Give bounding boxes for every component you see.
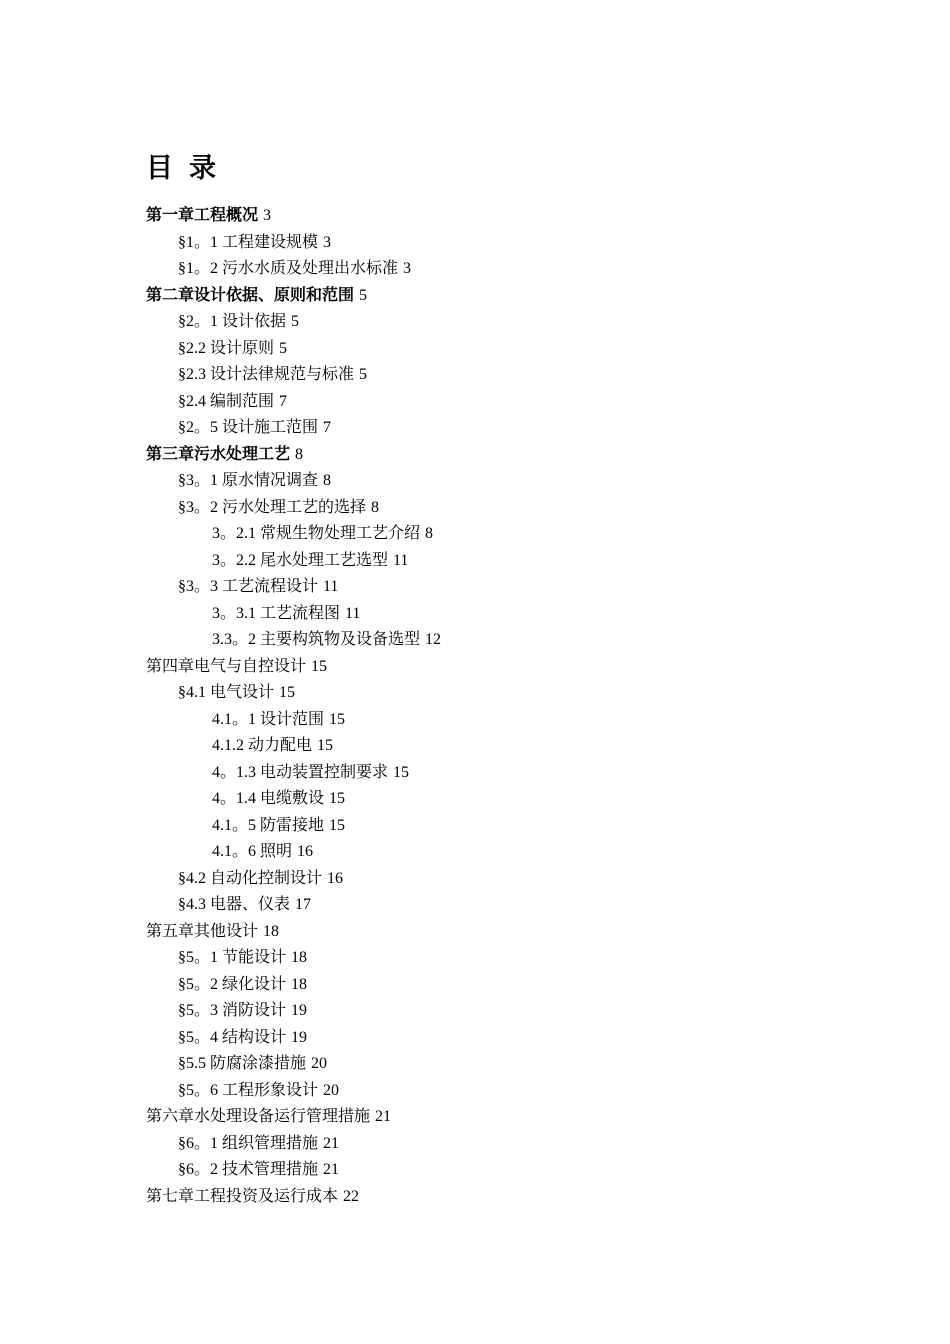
toc-entry-page-number: 18 (263, 922, 280, 940)
toc-entry-page-number: 5 (279, 339, 288, 357)
toc-entry-title: 第二章设计依据、原则和范围 (146, 286, 355, 304)
toc-entry[interactable] (146, 336, 441, 363)
toc-entry-title: §3。3 工艺流程设计 (178, 578, 319, 595)
toc-title-char-1: 目 (146, 153, 173, 184)
toc-entry-page-number: 20 (323, 1081, 340, 1099)
toc-entry-page-number: 12 (425, 631, 442, 648)
toc-entry-title: §5。3 消防设计 (178, 1002, 287, 1019)
toc-entry-page-number: 22 (343, 1187, 360, 1205)
toc-list (146, 203, 441, 1210)
toc-entry[interactable] (146, 707, 441, 734)
toc-entry-page-number: 16 (327, 869, 344, 887)
toc-entry-title: 4。1.3 电动装置控制要求 (212, 763, 389, 781)
toc-entry-page-number: 7 (323, 419, 332, 436)
toc-entry-page-number: 21 (323, 1134, 340, 1152)
toc-entry-title: 第五章其他设计 (146, 922, 259, 940)
toc-entry-page-number: 3 (323, 233, 332, 251)
toc-entry-title: 4.1。6 照明 (212, 843, 293, 860)
toc-entry-title: 第六章水处理设备运行管理措施 (146, 1108, 371, 1125)
toc-entry[interactable] (146, 442, 441, 469)
toc-entry-title: §5。4 结构设计 (178, 1028, 287, 1046)
toc-entry-page-number: 15 (329, 710, 346, 728)
toc-entry[interactable] (146, 283, 441, 310)
toc-entry[interactable] (146, 1051, 441, 1078)
toc-entry[interactable] (146, 945, 441, 972)
toc-entry-page-number: 15 (393, 763, 410, 781)
toc-entry-page-number: 15 (279, 684, 296, 701)
toc-entry-title: §4.3 电器、仪表 (178, 896, 291, 913)
toc-entry-title: 第三章污水处理工艺 (146, 445, 291, 463)
toc-entry[interactable] (146, 415, 441, 442)
toc-entry[interactable] (146, 866, 441, 893)
toc-entry-title: 4.1。1 设计范围 (212, 710, 325, 728)
toc-entry-page-number: 8 (371, 498, 380, 516)
toc-entry[interactable] (146, 309, 441, 336)
toc-entry[interactable] (146, 574, 441, 601)
toc-entry-title: §5。1 节能设计 (178, 949, 287, 966)
toc-entry[interactable] (146, 1025, 441, 1052)
toc-entry-page-number: 20 (311, 1055, 328, 1072)
toc-entry[interactable] (146, 627, 441, 654)
toc-entry[interactable] (146, 1131, 441, 1158)
toc-entry[interactable] (146, 680, 441, 707)
toc-entry[interactable] (146, 362, 441, 389)
toc-entry[interactable] (146, 1104, 441, 1131)
toc-entry[interactable] (146, 1184, 441, 1211)
toc-entry-title: §5.5 防腐涂漆措施 (178, 1055, 307, 1072)
toc-entry[interactable] (146, 256, 441, 283)
toc-entry-title: 第四章电气与自控设计 (146, 657, 307, 675)
toc-entry[interactable] (146, 548, 441, 575)
toc-entry[interactable] (146, 839, 441, 866)
toc-entry-page-number: 8 (425, 525, 434, 542)
toc-entry-page-number: 3 (403, 260, 412, 277)
toc-entry-title: §5。6 工程形象设计 (178, 1081, 319, 1099)
toc-entry[interactable] (146, 998, 441, 1025)
toc-entry[interactable] (146, 813, 441, 840)
toc-entry-title: §4.1 电气设计 (178, 684, 275, 701)
toc-entry-title: §2。1 设计依据 (178, 313, 287, 330)
toc-entry[interactable] (146, 1157, 441, 1184)
toc-entry-title: §2.4 编制范围 (178, 392, 275, 410)
toc-entry[interactable] (146, 733, 441, 760)
toc-entry[interactable] (146, 521, 441, 548)
toc-entry-page-number: 18 (291, 975, 308, 993)
toc-entry-page-number: 8 (295, 445, 304, 463)
toc-entry[interactable] (146, 495, 441, 522)
toc-entry-page-number: 17 (295, 896, 312, 913)
toc-entry[interactable] (146, 389, 441, 416)
toc-entry[interactable] (146, 919, 441, 946)
toc-entry-title: 3。2.2 尾水处理工艺选型 (212, 551, 389, 569)
toc-entry-page-number: 5 (359, 366, 368, 383)
toc-entry-page-number: 3 (263, 207, 272, 224)
toc-entry-title: 3。2.1 常规生物处理工艺介绍 (212, 525, 421, 542)
toc-entry-page-number: 11 (345, 604, 361, 622)
toc-entry-title: 第七章工程投资及运行成本 (146, 1187, 339, 1205)
toc-entry-title: §5。2 绿化设计 (178, 975, 287, 993)
toc-entry-title: §1。2 污水水质及处理出水标准 (178, 260, 399, 277)
toc-entry-title: §2。5 设计施工范围 (178, 419, 319, 436)
toc-entry-title: §4.2 自动化控制设计 (178, 869, 323, 887)
toc-entry[interactable] (146, 892, 441, 919)
toc-title (146, 146, 216, 185)
toc-entry-page-number: 18 (291, 949, 308, 966)
toc-entry-page-number: 15 (317, 737, 334, 754)
toc-entry[interactable] (146, 601, 441, 628)
toc-entry[interactable] (146, 786, 441, 813)
toc-entry[interactable] (146, 760, 441, 787)
toc-entry-page-number: 7 (279, 392, 288, 410)
toc-entry-page-number: 5 (359, 286, 368, 304)
toc-entry-title: §3。2 污水处理工艺的选择 (178, 498, 367, 516)
toc-entry-title: §6。2 技术管理措施 (178, 1161, 319, 1178)
toc-entry[interactable] (146, 203, 441, 230)
toc-entry[interactable] (146, 468, 441, 495)
toc-entry[interactable] (146, 1078, 441, 1105)
toc-entry-title: §2.3 设计法律规范与标准 (178, 366, 355, 383)
toc-entry-title: 4.1.2 动力配电 (212, 737, 313, 754)
toc-entry-title: §2.2 设计原则 (178, 339, 275, 357)
toc-entry[interactable] (146, 972, 441, 999)
toc-entry-title: 3。3.1 工艺流程图 (212, 604, 341, 622)
toc-entry-page-number: 16 (297, 843, 314, 860)
toc-entry-title: 3.3。2 主要构筑物及设备选型 (212, 631, 421, 648)
toc-entry-page-number: 11 (323, 578, 339, 595)
toc-entry-page-number: 21 (323, 1161, 340, 1178)
toc-entry-page-number: 15 (311, 657, 328, 675)
toc-entry-page-number: 19 (291, 1028, 308, 1046)
toc-entry-page-number: 11 (393, 551, 409, 569)
toc-entry-title: 第一章工程概况 (146, 207, 259, 224)
toc-title-char-2: 录 (189, 153, 216, 184)
toc-entry-title: 4.1。5 防雷接地 (212, 816, 325, 834)
toc-entry[interactable] (146, 230, 441, 257)
toc-entry-page-number: 8 (323, 472, 332, 489)
toc-entry-title: §3。1 原水情况调查 (178, 472, 319, 489)
toc-entry[interactable] (146, 654, 441, 681)
toc-entry-page-number: 21 (375, 1108, 392, 1125)
toc-entry-title: §1。1 工程建设规模 (178, 233, 319, 251)
toc-entry-page-number: 15 (329, 816, 346, 834)
toc-entry-page-number: 5 (291, 313, 300, 330)
toc-entry-title: 4。1.4 电缆敷设 (212, 790, 325, 807)
toc-entry-page-number: 15 (329, 790, 346, 807)
toc-entry-title: §6。1 组织管理措施 (178, 1134, 319, 1152)
toc-entry-page-number: 19 (291, 1002, 308, 1019)
